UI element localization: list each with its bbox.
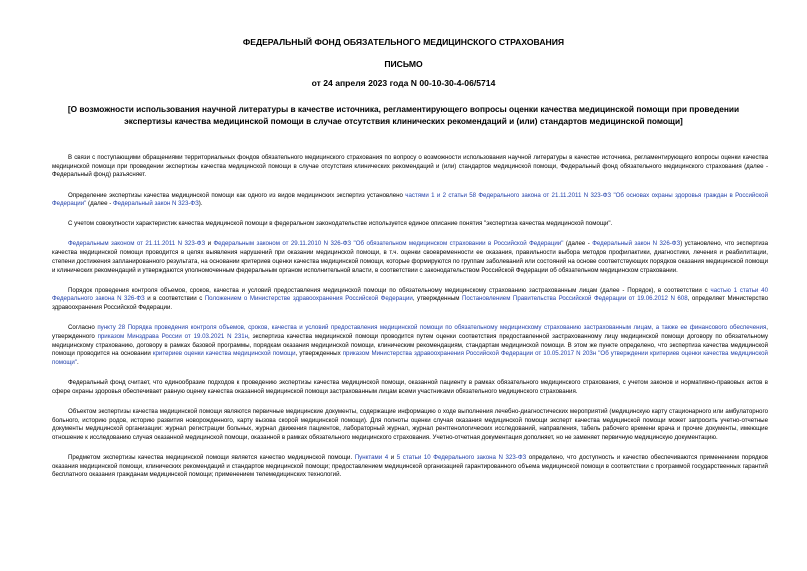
legal-reference-link[interactable]: пункту 28 Порядка проведения контроля объемов, сроков, качества и условий предоставления медицинской помощи по обязательному медицинскому страхованию застрахованным лицам, а также ее финансового обеспечения: [97, 324, 767, 332]
paragraph-text: (далее -: [86, 200, 113, 208]
body-paragraph: [52, 287, 768, 313]
body-paragraph: [52, 192, 768, 209]
paragraph-text: , определяет Министерство здравоохранения Российской Федерации.: [52, 295, 769, 311]
body-paragraph: [52, 240, 768, 275]
legal-reference-link[interactable]: частью 1 статьи 40 Федерального закона N 326-ФЗ: [52, 286, 769, 303]
paragraph-text: .: [77, 358, 79, 366]
paragraph-text: , утвержденного: [52, 324, 768, 340]
body-paragraph: [52, 379, 768, 396]
paragraph-text: Порядок проведения контроля объемов, сроков, качества и условий предоставления медицинской помощи по обязательному медицинскому страхованию застрахованным лицам (далее - Порядок), в соответствии с: [68, 286, 711, 294]
paragraph-text: Федеральный фонд считает, что единообразие подходов к проведению экспертизы качества медицинской помощи, оказанной пациенту в рамках обязательного медицинского страхования, с учетом законов и нормативно-правовых актов в сфере охраны здоровья обеспечивает равную оценку качества оказанной медицинской помощи застрахованным лицам всеми участниками обязательного медицинского страхования.: [52, 379, 768, 395]
paragraph-text: определено, что доступность и качество обеспечиваются применением порядков оказания медицинской помощи, клинических рекомендаций и стандартов медицинской помощи; предоставлением медицинской организацией гарантированного объема медицинской помощи в соответствии с программой государственных гарантий бесплатного оказания гражданам медицинской помощи; применением телемедицинских технологий.: [52, 454, 769, 479]
paragraph-text: Объектом экспертизы качества медицинской помощи являются первичные медицинские документы, содержащие информацию о ходе выполнения лечебно-диагностических мероприятий (медицинскую карту стационарного или амбулаторного больного, историю родов, историю развития новорожденного, карту вызова скорой медицинской помощи). Для полноты оценки случая оказания медицинской помощи эксперт качества медицинской помощи может запросить учетно-отчетные документы медицинской организации: журнал регистрации больных, журнал движения пациентов, лабораторный журнал, журнал рентгенологических исследований, направления, табель рабочего времени врача и прочие документы, имеющие отношение к исследованию случая оказанной медицинской помощи, оказанной в рамках обязательного медицинского страхования. Учетно-отчетная документация дополняет, но не заменяет первичную медицинскую документацию.: [52, 407, 768, 441]
legal-reference-link[interactable]: Федеральным законом от 29.11.2010 N 326-ФЗ "Об обязательном медицинском страховании в Российской Федерации": [213, 240, 564, 248]
paragraph-text: В связи с поступающими обращениями территориальных фондов обязательного медицинского страхования по вопросу о возможности использования научной литературы в качестве источника, регламентирующего вопросы оценки качества медицинской помощи при проведении экспертизы качества медицинской помощи в случае отсутствия клинических рекомендаций и (или) стандартов медицинской помощи, Федеральный фонд обязательного медицинского страхования (далее - Федеральный фонд) разъясняет.: [52, 154, 768, 179]
legal-reference-link[interactable]: Федеральным законом от 21.11.2011 N 323-ФЗ: [68, 240, 206, 248]
legal-reference-link[interactable]: Пунктами 4: [354, 454, 389, 461]
issuer-title: ФЕДЕРАЛЬНЫЙ ФОНД ОБЯЗАТЕЛЬНОГО МЕДИЦИНСКОГО СТРАХОВАНИЯ: [242, 37, 565, 47]
body-paragraph: [52, 220, 768, 229]
document-date-number: от 24 апреля 2023 года N 00-10-30-4-06/5714: [311, 78, 496, 88]
document-body: [52, 154, 768, 492]
body-paragraph: [52, 324, 768, 368]
document-type: ПИСЬМО: [384, 59, 423, 69]
paragraph-text: , экспертиза качества медицинской помощи проводится путем оценки соответствия предоставленной застрахованному лицу медицинской помощи договору по обязательному медицинскому страхованию, договору в рамках базовой программы, порядкам оказания медицинской помощи, клиническим рекомендациям, стандартам медицинской помощи. В этом же пункте определено, что экспертиза качества медицинской помощи проводится на основании: [52, 332, 769, 358]
legal-reference-link[interactable]: Положением о Министерстве здравоохранения Российской Федерации: [204, 295, 413, 303]
paragraph-text: и: [205, 240, 214, 248]
legal-reference-link[interactable]: 5 статьи 10 Федерального закона N 323-ФЗ: [396, 454, 527, 461]
paragraph-text: (далее -: [563, 240, 593, 248]
paragraph-text: и: [388, 454, 397, 461]
paragraph-text: , утвержденных: [295, 350, 343, 358]
paragraph-text: и в соответствии с: [144, 295, 205, 303]
legal-reference-link[interactable]: приказом Министерства здравоохранения Российской Федерации от 10.05.2017 N 203н "Об утверждении критериев оценки качества медицинской помощи": [52, 350, 768, 366]
legal-reference-link[interactable]: приказом Минздрава России от 19.03.2021 N 231н: [97, 332, 249, 340]
paragraph-text: , утвержденным: [412, 295, 462, 303]
paragraph-text: Определение экспертизы качества медицинской помощи как одного из видов медицинских экспертиз установлено: [68, 191, 406, 199]
body-paragraph: [52, 408, 768, 443]
legal-reference-link[interactable]: Постановлением Правительства Российской Федерации от 19.06.2012 N 608: [461, 295, 688, 303]
body-paragraph: [52, 454, 768, 480]
body-paragraph: [52, 154, 768, 180]
paragraph-text: С учетом совокупности характеристик качества медицинской помощи в федеральном законодательстве используется единое описание понятия "экспертиза качества медицинской помощи".: [68, 220, 613, 228]
paragraph-text: ).: [198, 200, 203, 208]
legal-reference-link[interactable]: критериев оценки качества медицинской помощи: [152, 350, 296, 358]
legal-reference-link[interactable]: Федеральный закон N 326-ФЗ: [592, 240, 681, 248]
paragraph-text: ) установлено, что экспертиза качества медицинской помощи проводится в целях выявления нарушений при оказании медицинской помощи, в т.ч. оценки своевременности ее оказания, правильности выбора методов профилактики, диагностики, лечения и реабилитации, степени достижения запланированного результата, на основании критериев оценки качества медицинской помощи, которые формируются по группам заболеваний или состояний на основе соответствующих порядков оказания медицинской помощи и клинических рекомендаций и утверждаются уполномоченным федеральным органом исполнительной власти, в соответствии с законодательством Российской Федерации об обязательном медицинском страховании.: [52, 240, 769, 274]
legal-reference-link[interactable]: частями 1 и 2 статьи 58 Федерального закона от 21.11.2011 N 323-ФЗ "Об основах охраны здоровья граждан в Российской Федерации": [52, 191, 768, 208]
legal-reference-link[interactable]: Федеральный закон N 323-ФЗ: [112, 200, 199, 208]
paragraph-text: Предметом экспертизы качества медицинской помощи является качество медицинской помощи.: [68, 454, 355, 461]
paragraph-text: Согласно: [68, 324, 98, 332]
document-subject: [О возможности использования научной литературы в качестве источника, регламентирующего вопросы оценки качества медицинской помощи при проведении экспертизы качества медицинской помощи в случае отсутствия клинических рекомендаций и (или) стандартов медицинской помощи]: [67, 104, 740, 126]
